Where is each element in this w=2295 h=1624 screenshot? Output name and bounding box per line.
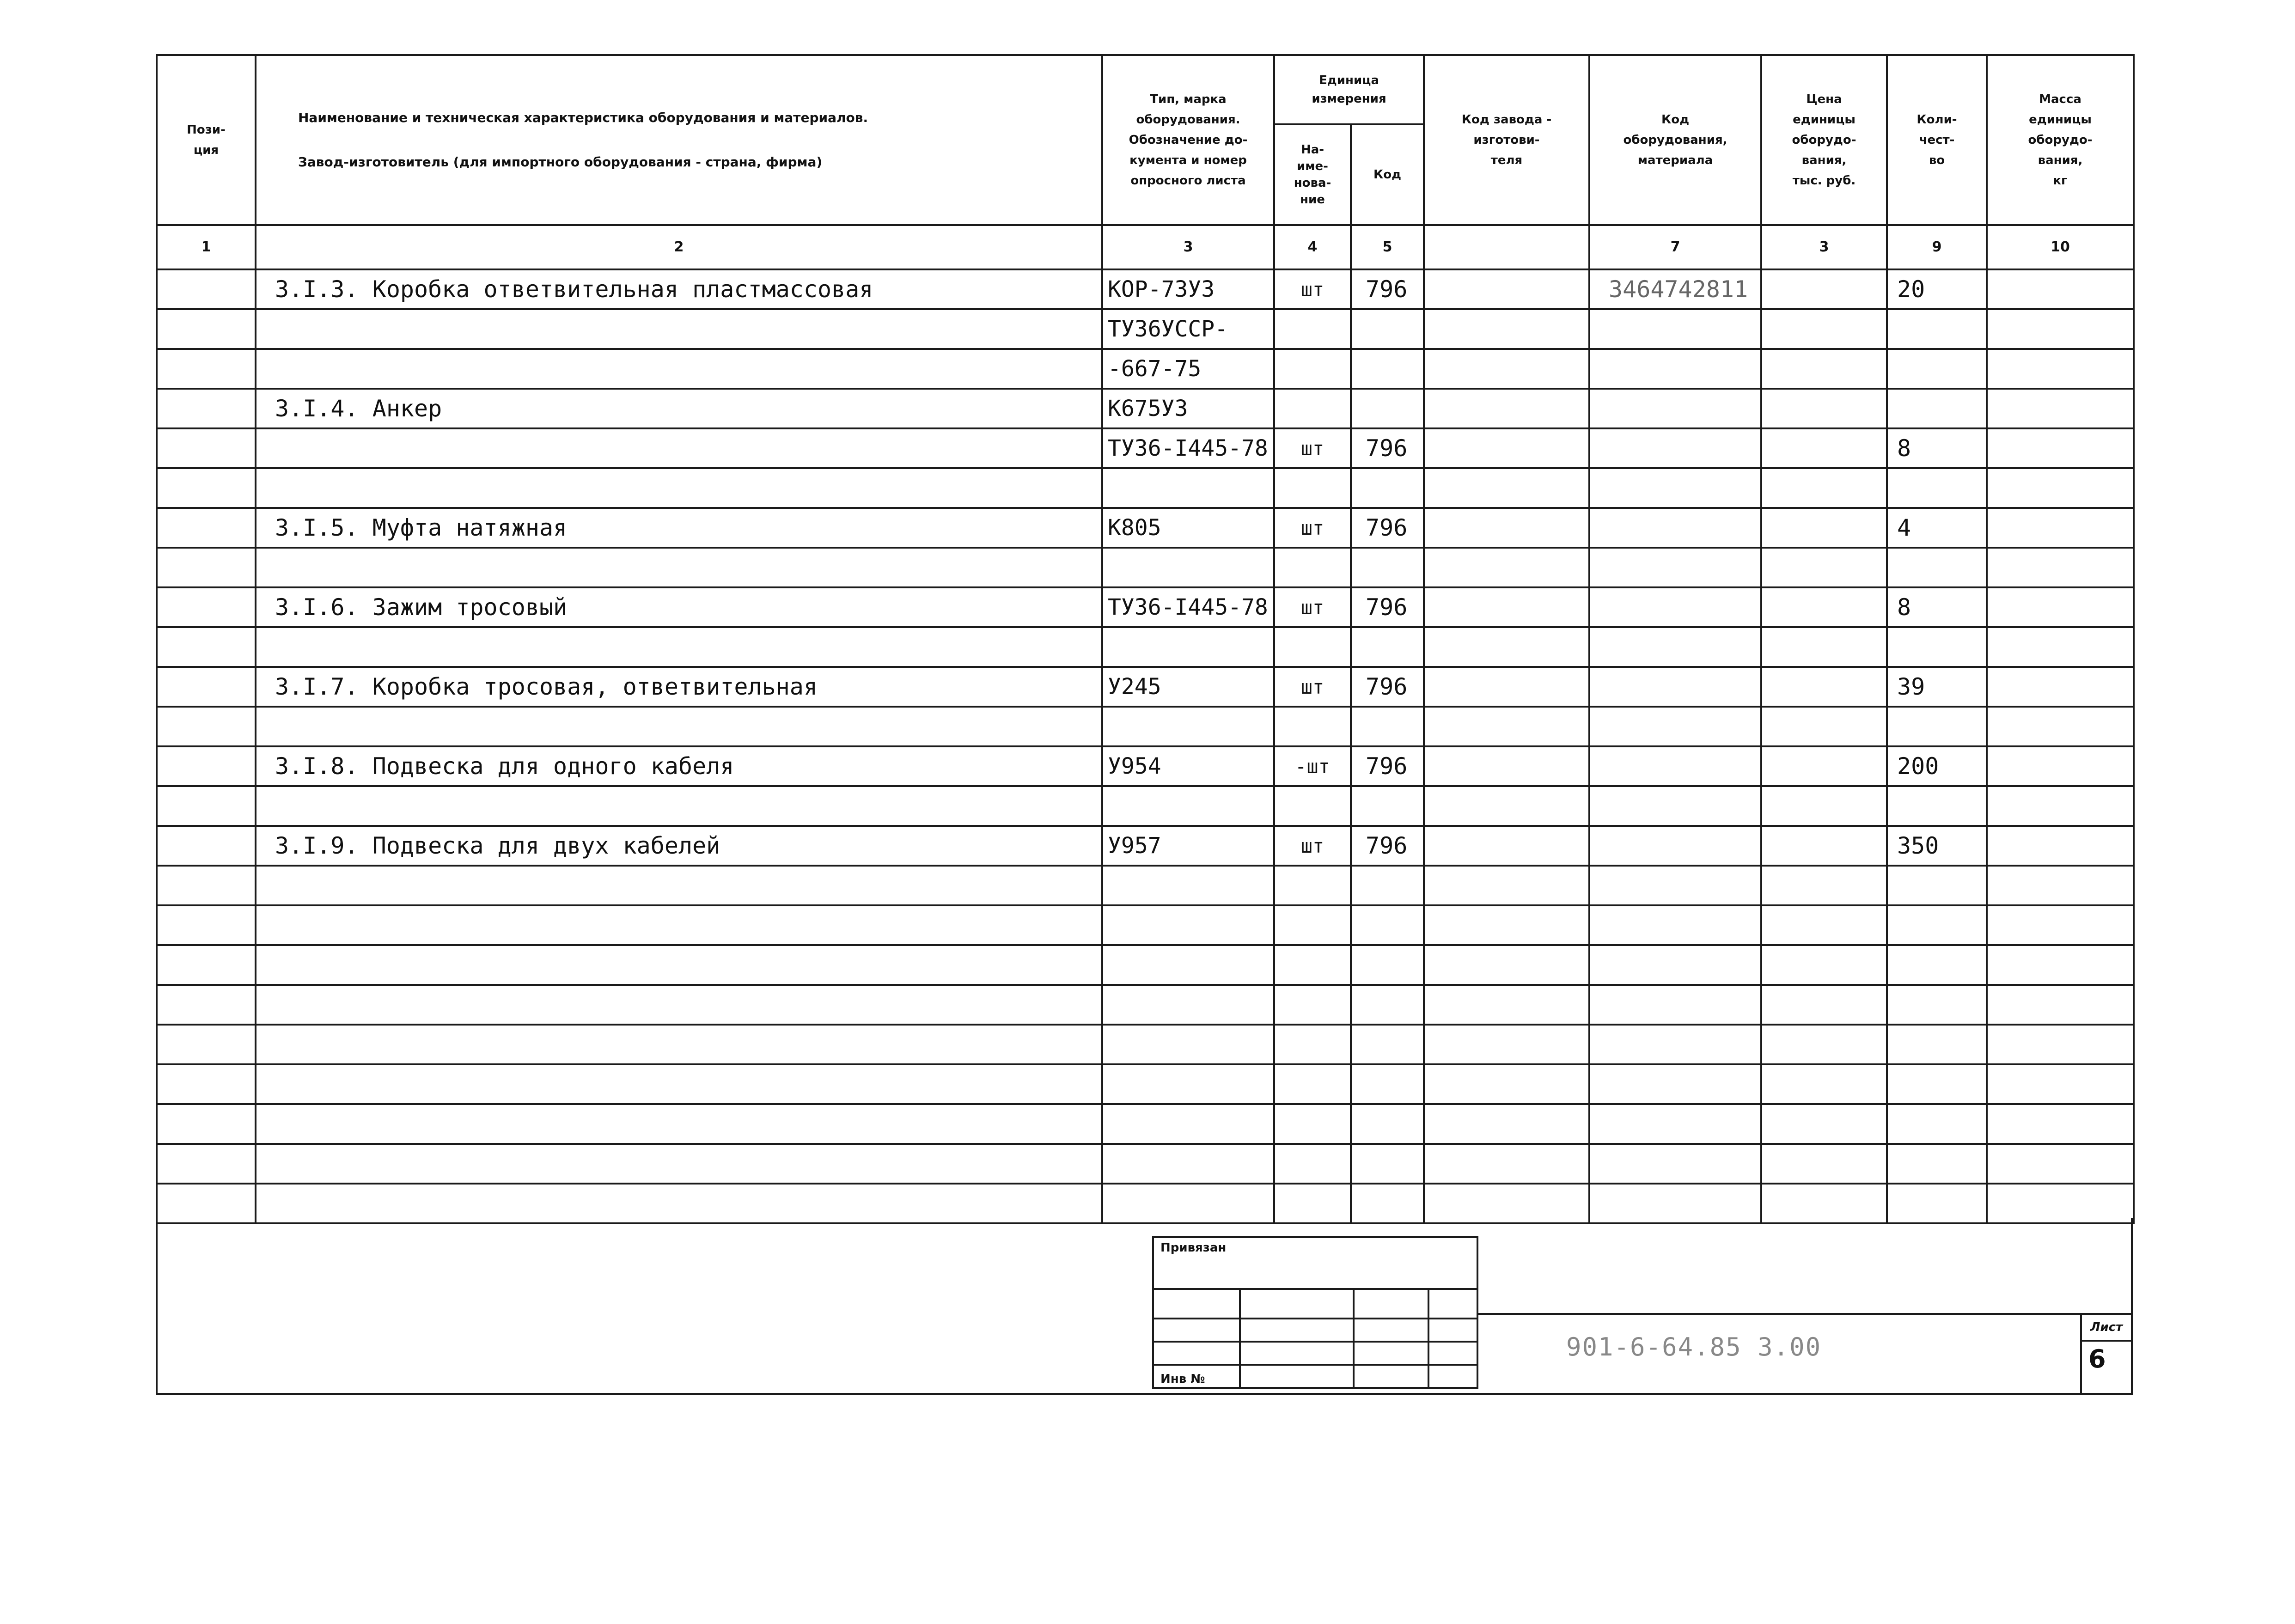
cell-position — [157, 587, 256, 627]
cell-equip-code — [1589, 985, 1761, 1025]
cell-name: 3.I.6. Зажим тросовый — [256, 587, 1102, 627]
cell-quantity — [1887, 1144, 1987, 1184]
cell-quantity: 20 — [1887, 269, 1987, 309]
cell-unit — [1274, 707, 1351, 746]
cell-unit: шт — [1274, 587, 1351, 627]
cell-name — [256, 945, 1102, 985]
cell-name — [256, 786, 1102, 826]
cell-name — [256, 627, 1102, 667]
table-row — [157, 1025, 2134, 1064]
cell-unit-code: 796 — [1351, 667, 1424, 707]
cell-quantity — [1887, 985, 1987, 1025]
cell-type: ТУ36-I445-78 — [1102, 428, 1274, 468]
cell-position — [157, 1104, 256, 1144]
cell-price — [1761, 627, 1887, 667]
cell-unit-code — [1351, 1144, 1424, 1184]
cell-unit: шт — [1274, 428, 1351, 468]
cell-mass — [1987, 349, 2134, 389]
cell-factory-code — [1424, 667, 1589, 707]
cell-type: ТУ36УССР- — [1102, 309, 1274, 349]
cell-factory-code — [1424, 269, 1589, 309]
cell-mass — [1987, 309, 2134, 349]
cell-quantity — [1887, 309, 1987, 349]
sheet-number-box — [2080, 1315, 2131, 1393]
cell-unit — [1274, 985, 1351, 1025]
cell-type — [1102, 866, 1274, 905]
specification-table — [156, 54, 2135, 1224]
cell-position — [157, 945, 256, 985]
cell-type — [1102, 1144, 1274, 1184]
cell-unit — [1274, 309, 1351, 349]
cell-quantity: 200 — [1887, 746, 1987, 786]
table-row — [157, 587, 2134, 627]
cell-price — [1761, 349, 1887, 389]
table-row — [157, 508, 2134, 548]
cell-mass — [1987, 866, 2134, 905]
cell-factory-code — [1424, 548, 1589, 587]
cell-quantity — [1887, 1104, 1987, 1144]
cell-factory-code — [1424, 746, 1589, 786]
cell-type — [1102, 1104, 1274, 1144]
cell-quantity — [1887, 786, 1987, 826]
cell-quantity — [1887, 707, 1987, 746]
column-number — [1424, 225, 1589, 269]
cell-quantity — [1887, 866, 1987, 905]
cell-unit-code: 796 — [1351, 746, 1424, 786]
cell-unit-code — [1351, 627, 1424, 667]
cell-position — [157, 349, 256, 389]
cell-equip-code — [1589, 746, 1761, 786]
cell-price — [1761, 707, 1887, 746]
table-row — [157, 468, 2134, 508]
cell-factory-code — [1424, 905, 1589, 945]
cell-mass — [1987, 627, 2134, 667]
cell-unit-code: 796 — [1351, 826, 1424, 866]
cell-position — [157, 1025, 256, 1064]
cell-unit: шт — [1274, 269, 1351, 309]
cell-unit — [1274, 389, 1351, 428]
cell-type: ТУ36-I445-78 — [1102, 587, 1274, 627]
cell-price — [1761, 667, 1887, 707]
cell-mass — [1987, 389, 2134, 428]
cell-unit-code: 796 — [1351, 508, 1424, 548]
cell-type — [1102, 945, 1274, 985]
cell-unit-code — [1351, 468, 1424, 508]
cell-type: К805 — [1102, 508, 1274, 548]
cell-unit-code — [1351, 309, 1424, 349]
cell-factory-code — [1424, 1064, 1589, 1104]
cell-type — [1102, 1025, 1274, 1064]
cell-quantity — [1887, 349, 1987, 389]
cell-unit-code — [1351, 985, 1424, 1025]
cell-equip-code — [1589, 707, 1761, 746]
table-row — [157, 1064, 2134, 1104]
cell-position — [157, 746, 256, 786]
cell-price — [1761, 468, 1887, 508]
cell-mass — [1987, 508, 2134, 548]
cell-type — [1102, 786, 1274, 826]
cell-unit — [1274, 1025, 1351, 1064]
header-equip-code: Код оборудования, материала — [1589, 55, 1761, 225]
table-body — [157, 269, 2134, 1223]
cell-factory-code — [1424, 389, 1589, 428]
cell-name: 3.I.9. Подвеска для двух кабелей — [256, 826, 1102, 866]
cell-position — [157, 468, 256, 508]
cell-mass — [1987, 945, 2134, 985]
cell-unit-code: 796 — [1351, 587, 1424, 627]
table-row — [157, 428, 2134, 468]
cell-unit-code — [1351, 349, 1424, 389]
cell-price — [1761, 269, 1887, 309]
table-row — [157, 786, 2134, 826]
cell-unit-code — [1351, 707, 1424, 746]
table-row — [157, 667, 2134, 707]
cell-unit: шт — [1274, 826, 1351, 866]
inventory-label: Инв № — [1160, 1372, 1205, 1386]
sheet-number: 6 — [2088, 1344, 2106, 1374]
header-type: Тип, марка оборудования. Обозначение до- кумента и номер опросного листа — [1102, 55, 1274, 225]
column-number: 10 — [1987, 225, 2134, 269]
table-row — [157, 269, 2134, 309]
table-row — [157, 349, 2134, 389]
header-unit-name: На- име- нова- ние — [1274, 124, 1351, 225]
cell-price — [1761, 1064, 1887, 1104]
cell-equip-code — [1589, 1025, 1761, 1064]
title-block — [156, 1218, 2133, 1395]
cell-name — [256, 309, 1102, 349]
cell-price — [1761, 309, 1887, 349]
cell-position — [157, 508, 256, 548]
cell-equip-code — [1589, 786, 1761, 826]
column-number: 3 — [1761, 225, 1887, 269]
cell-unit — [1274, 1104, 1351, 1144]
cell-unit — [1274, 349, 1351, 389]
cell-unit-code — [1351, 1064, 1424, 1104]
cell-name: 3.I.8. Подвеска для одного кабеля — [256, 746, 1102, 786]
cell-price — [1761, 548, 1887, 587]
cell-factory-code — [1424, 468, 1589, 508]
cell-type — [1102, 468, 1274, 508]
cell-equip-code — [1589, 667, 1761, 707]
cell-unit-code — [1351, 1025, 1424, 1064]
cell-name — [256, 707, 1102, 746]
table-row — [157, 389, 2134, 428]
cell-price — [1761, 945, 1887, 985]
cell-unit: шт — [1274, 667, 1351, 707]
cell-type — [1102, 1064, 1274, 1104]
cell-name — [256, 1144, 1102, 1184]
cell-name — [256, 1025, 1102, 1064]
cell-name: 3.I.7. Коробка тросовая, ответвительная — [256, 667, 1102, 707]
cell-mass — [1987, 548, 2134, 587]
cell-position — [157, 985, 256, 1025]
cell-price — [1761, 1144, 1887, 1184]
table-row — [157, 1144, 2134, 1184]
cell-unit — [1274, 627, 1351, 667]
cell-quantity — [1887, 1064, 1987, 1104]
cell-quantity: 39 — [1887, 667, 1987, 707]
cell-name — [256, 985, 1102, 1025]
cell-price — [1761, 428, 1887, 468]
cell-factory-code — [1424, 1144, 1589, 1184]
bound-label: Привязан — [1160, 1241, 1227, 1255]
cell-name — [256, 905, 1102, 945]
cell-equip-code — [1589, 826, 1761, 866]
cell-factory-code — [1424, 786, 1589, 826]
cell-position — [157, 667, 256, 707]
cell-quantity — [1887, 1025, 1987, 1064]
table-row — [157, 707, 2134, 746]
cell-quantity — [1887, 627, 1987, 667]
cell-equip-code — [1589, 349, 1761, 389]
cell-type: КОР-73У3 — [1102, 269, 1274, 309]
cell-unit — [1274, 786, 1351, 826]
cell-equip-code — [1589, 309, 1761, 349]
column-number: 3 — [1102, 225, 1274, 269]
header-unit-group: Единица измерения — [1274, 55, 1424, 124]
cell-quantity — [1887, 389, 1987, 428]
cell-position — [157, 786, 256, 826]
column-number: 1 — [157, 225, 256, 269]
cell-price — [1761, 508, 1887, 548]
cell-mass — [1987, 1144, 2134, 1184]
cell-type: У245 — [1102, 667, 1274, 707]
table-row — [157, 985, 2134, 1025]
cell-unit-code — [1351, 389, 1424, 428]
cell-position — [157, 1144, 256, 1184]
cell-price — [1761, 389, 1887, 428]
cell-unit-code — [1351, 786, 1424, 826]
cell-equip-code — [1589, 905, 1761, 945]
cell-price — [1761, 746, 1887, 786]
cell-price — [1761, 905, 1887, 945]
cell-equip-code — [1589, 1104, 1761, 1144]
cell-position — [157, 428, 256, 468]
cell-name: 3.I.4. Анкер — [256, 389, 1102, 428]
cell-price — [1761, 587, 1887, 627]
cell-equip-code — [1589, 389, 1761, 428]
cell-unit-code: 796 — [1351, 428, 1424, 468]
cell-equip-code — [1589, 1144, 1761, 1184]
cell-unit-code — [1351, 1104, 1424, 1144]
cell-position — [157, 866, 256, 905]
cell-position — [157, 905, 256, 945]
cell-equip-code — [1589, 508, 1761, 548]
sheet-label: Лист — [2082, 1315, 2131, 1342]
cell-type — [1102, 707, 1274, 746]
cell-mass — [1987, 468, 2134, 508]
cell-factory-code — [1424, 826, 1589, 866]
cell-type — [1102, 985, 1274, 1025]
cell-equip-code — [1589, 587, 1761, 627]
cell-unit: -шт — [1274, 746, 1351, 786]
cell-unit-code — [1351, 866, 1424, 905]
cell-unit — [1274, 905, 1351, 945]
table-row — [157, 309, 2134, 349]
cell-equip-code — [1589, 1064, 1761, 1104]
cell-factory-code — [1424, 349, 1589, 389]
cell-name — [256, 428, 1102, 468]
header-factory-code: Код завода - изготови- теля — [1424, 55, 1589, 225]
cell-factory-code — [1424, 428, 1589, 468]
column-number: 5 — [1351, 225, 1424, 269]
cell-mass — [1987, 826, 2134, 866]
cell-factory-code — [1424, 627, 1589, 667]
table-row — [157, 1104, 2134, 1144]
cell-mass — [1987, 1064, 2134, 1104]
cell-quantity: 350 — [1887, 826, 1987, 866]
cell-mass — [1987, 269, 2134, 309]
cell-factory-code — [1424, 945, 1589, 985]
table-row — [157, 746, 2134, 786]
cell-factory-code — [1424, 707, 1589, 746]
header-name: Наименование и техническая характеристика оборудования и материалов. Завод-изготовитель (для импортного оборудования - страна, фирма) — [256, 55, 1102, 225]
table-row — [157, 627, 2134, 667]
cell-price — [1761, 1104, 1887, 1144]
cell-equip-code — [1589, 428, 1761, 468]
cell-position — [157, 389, 256, 428]
cell-unit-code: 796 — [1351, 269, 1424, 309]
cell-price — [1761, 826, 1887, 866]
cell-factory-code — [1424, 508, 1589, 548]
table-row — [157, 945, 2134, 985]
cell-position — [157, 707, 256, 746]
table-row — [157, 548, 2134, 587]
header-position: Пози- ция — [157, 55, 256, 225]
cell-unit-code — [1351, 945, 1424, 985]
cell-factory-code — [1424, 587, 1589, 627]
cell-mass — [1987, 746, 2134, 786]
cell-name: 3.I.3. Коробка ответвительная пластмассовая — [256, 269, 1102, 309]
cell-name — [256, 866, 1102, 905]
cell-type — [1102, 905, 1274, 945]
cell-type: -667-75 — [1102, 349, 1274, 389]
cell-factory-code — [1424, 1025, 1589, 1064]
cell-position — [157, 1064, 256, 1104]
cell-type: К675У3 — [1102, 389, 1274, 428]
cell-name: 3.I.5. Муфта натяжная — [256, 508, 1102, 548]
cell-mass — [1987, 428, 2134, 468]
table-row — [157, 826, 2134, 866]
cell-mass — [1987, 786, 2134, 826]
cell-quantity — [1887, 905, 1987, 945]
cell-equip-code — [1589, 866, 1761, 905]
cell-equip-code — [1589, 468, 1761, 508]
cell-factory-code — [1424, 866, 1589, 905]
cell-name — [256, 349, 1102, 389]
column-number: 7 — [1589, 225, 1761, 269]
cell-equip-code: 3464742811 — [1589, 269, 1761, 309]
cell-mass — [1987, 1104, 2134, 1144]
column-number: 4 — [1274, 225, 1351, 269]
cell-mass — [1987, 667, 2134, 707]
cell-unit: шт — [1274, 508, 1351, 548]
cell-factory-code — [1424, 985, 1589, 1025]
cell-unit — [1274, 945, 1351, 985]
cell-price — [1761, 786, 1887, 826]
cell-quantity — [1887, 468, 1987, 508]
document-sheet — [156, 54, 2133, 1395]
cell-quantity: 8 — [1887, 428, 1987, 468]
binding-stamp — [1152, 1236, 1478, 1389]
table-row — [157, 905, 2134, 945]
cell-name — [256, 468, 1102, 508]
cell-position — [157, 548, 256, 587]
header-price: Цена единицы оборудо- вания, тыс. руб. — [1761, 55, 1887, 225]
cell-name — [256, 1104, 1102, 1144]
cell-unit-code — [1351, 905, 1424, 945]
cell-quantity: 4 — [1887, 508, 1987, 548]
table-row — [157, 866, 2134, 905]
cell-unit-code — [1351, 548, 1424, 587]
cell-type: У957 — [1102, 826, 1274, 866]
cell-type — [1102, 627, 1274, 667]
cell-mass — [1987, 905, 2134, 945]
cell-quantity — [1887, 548, 1987, 587]
cell-position — [157, 309, 256, 349]
cell-unit — [1274, 866, 1351, 905]
cell-mass — [1987, 985, 2134, 1025]
cell-name — [256, 548, 1102, 587]
cell-quantity: 8 — [1887, 587, 1987, 627]
cell-equip-code — [1589, 548, 1761, 587]
cell-position — [157, 826, 256, 866]
cell-unit — [1274, 1144, 1351, 1184]
cell-equip-code — [1589, 627, 1761, 667]
cell-mass — [1987, 1025, 2134, 1064]
cell-type — [1102, 548, 1274, 587]
cell-unit — [1274, 468, 1351, 508]
cell-price — [1761, 1025, 1887, 1064]
cell-price — [1761, 985, 1887, 1025]
cell-unit — [1274, 1064, 1351, 1104]
cell-mass — [1987, 707, 2134, 746]
cell-position — [157, 627, 256, 667]
cell-equip-code — [1589, 945, 1761, 985]
cell-type: У954 — [1102, 746, 1274, 786]
cell-factory-code — [1424, 1104, 1589, 1144]
header-unit-code: Код — [1351, 124, 1424, 225]
cell-quantity — [1887, 945, 1987, 985]
cell-factory-code — [1424, 309, 1589, 349]
cell-position — [157, 269, 256, 309]
column-number: 2 — [256, 225, 1102, 269]
header-mass: Масса единицы оборудо- вания, кг — [1987, 55, 2134, 225]
document-code: 901-6-64.85 3.00 — [1566, 1332, 1822, 1361]
cell-mass — [1987, 587, 2134, 627]
cell-name — [256, 1064, 1102, 1104]
cell-unit — [1274, 548, 1351, 587]
column-number: 9 — [1887, 225, 1987, 269]
cell-price — [1761, 866, 1887, 905]
header-quantity: Коли- чест- во — [1887, 55, 1987, 225]
